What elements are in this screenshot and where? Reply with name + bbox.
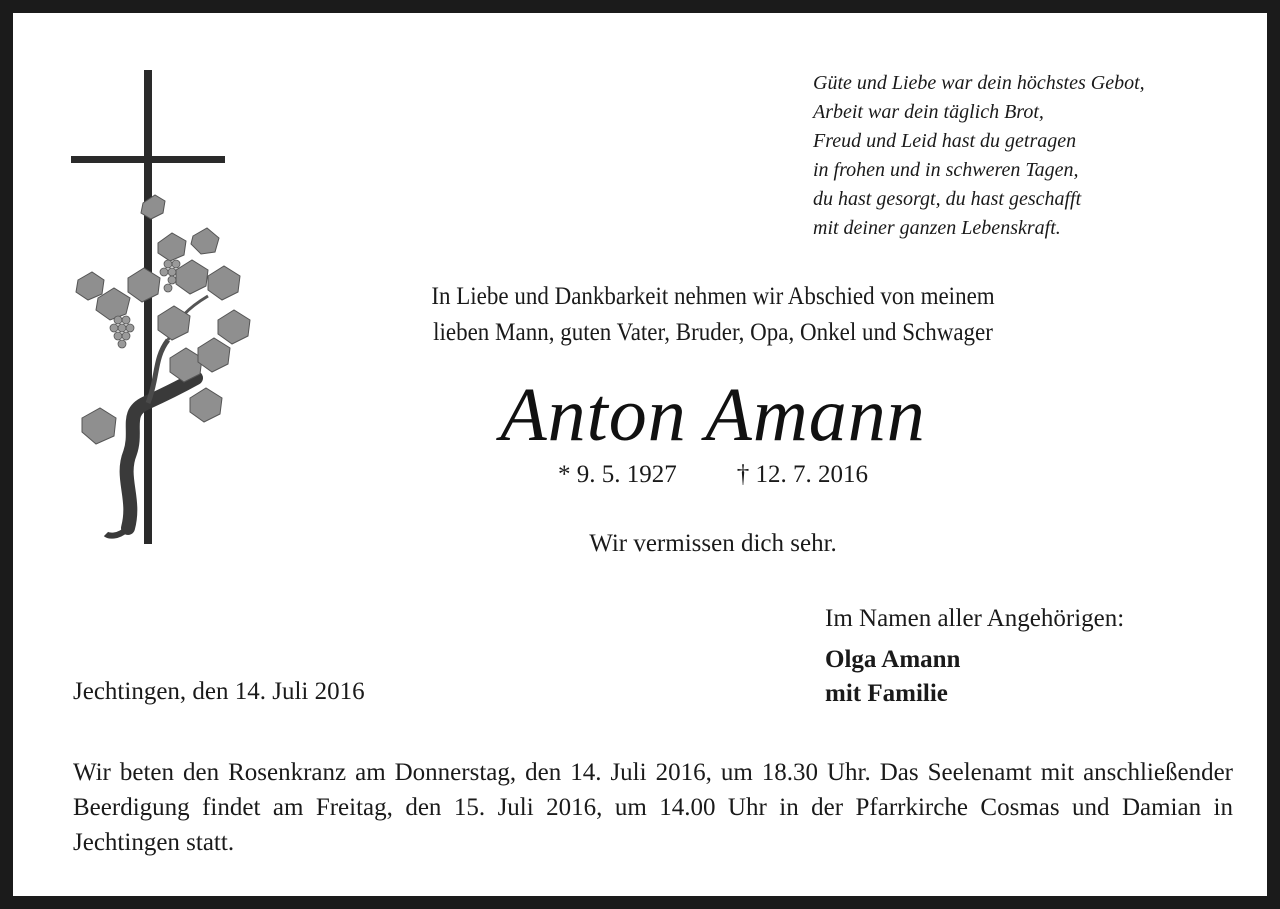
closing-line: Wir vermissen dich sehr.: [589, 530, 837, 557]
poem-line: Freud und Leid hast du getragen: [813, 130, 1077, 152]
signers-lead: Im Namen aller Angehörigen:: [825, 605, 1125, 632]
signers-block: [825, 603, 1245, 711]
intro-line-1: In Liebe und Dankbarkeit nehmen wir Abschied von meinem: [431, 283, 995, 310]
intro-line-2: lieben Mann, guten Vater, Bruder, Opa, Onkel und Schwager: [433, 319, 993, 346]
cross-with-grapevine-icon: [58, 58, 268, 558]
birth-date: * 9. 5. 1927: [558, 461, 677, 488]
poem: [813, 69, 1253, 243]
poem-line: Arbeit war dein täglich Brot,: [813, 101, 1044, 123]
poem-line: mit deiner ganzen Lebenskraft.: [813, 217, 1061, 239]
poem-line: du hast gesorgt, du hast geschafft: [813, 188, 1082, 210]
deceased-name: Anton Amann: [500, 373, 926, 457]
funeral-notice: Wir beten den Rosenkranz am Donnerstag, den 14. Juli 2016, um 18.30 Uhr. Das Seelenamt mit anschließender Beerdigung findet am Freitag, den 15. Juli 2016, um 14.00 Uhr in der Pfarrkirche Cosmas und Damian in Jechtingen statt.: [73, 759, 1233, 856]
signer-name: Olga Amann: [825, 646, 961, 673]
poem-line: in frohen und in schweren Tagen,: [813, 159, 1079, 181]
place-and-date: Jechtingen, den 14. Juli 2016: [73, 678, 365, 705]
signer-family: mit Familie: [825, 680, 948, 707]
death-date: † 12. 7. 2016: [736, 461, 868, 488]
farewell-intro: [253, 279, 1173, 351]
poem-line: Güte und Liebe war dein höchstes Gebot,: [813, 72, 1145, 94]
life-dates: [313, 459, 1113, 491]
